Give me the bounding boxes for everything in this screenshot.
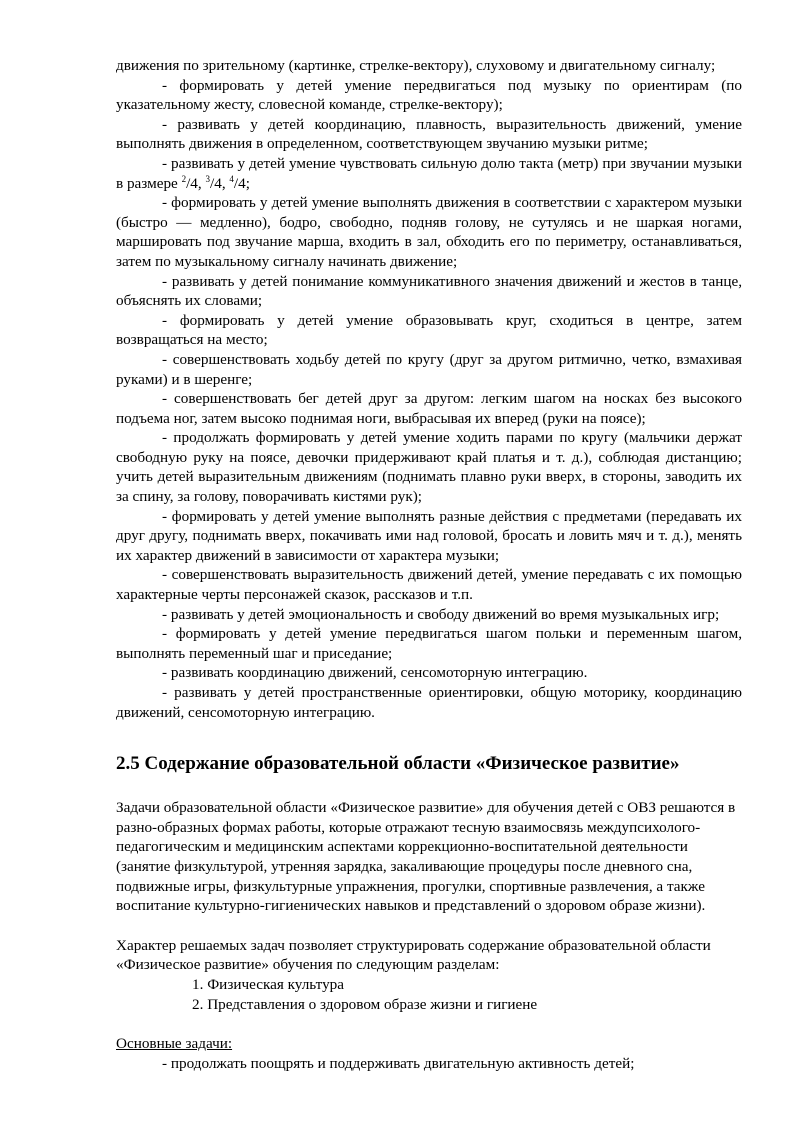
paragraph: - развивать у детей понимание коммуникативного значения движений и жестов в танце, объяснять их словами;: [116, 272, 742, 310]
paragraph: - развивать координацию движений, сенсомоторную интеграцию.: [162, 664, 588, 682]
underlined-label: Основные задачи:: [116, 1035, 233, 1053]
meter-numerator: 2: [181, 173, 187, 184]
paragraph: - совершенствовать выразительность движений детей, умение передавать с их помощью характерные черты персонажей сказок, рассказов и т.п.: [116, 566, 742, 604]
paragraph: - формировать у детей умение передвигаться шагом польки и переменным шагом, выполнять переменный шаг и приседание;: [116, 625, 742, 662]
meter-text: - развивать у детей умение чувствовать сильную долю такта (метр) при звучании музыки в размере: [116, 154, 742, 192]
basic-task-item: - продолжать поощрять и поддерживать двигательную активность детей;: [162, 1054, 635, 1072]
meter-denominator: /4,: [210, 174, 230, 192]
paragraph: - развивать у детей эмоциональность и свободу движений во время музыкальных игр;: [162, 605, 720, 623]
meter-numerator: 3: [205, 173, 210, 184]
paragraph: - формировать у детей умение образовывать круг, сходиться в центре, затем возвращаться на место;: [116, 311, 742, 349]
spacer: [116, 916, 742, 936]
list-item: 2. Представления о здоровом образе жизни и гигиене: [192, 995, 538, 1013]
meter-denominator: /4,: [186, 174, 206, 192]
section-heading: 2.5 Содержание образовательной области «Физическое развитие»: [116, 753, 680, 775]
paragraph: - формировать у детей умение передвигаться под музыку по ориентирам (по указательному жесту, словесной команде, стрелке-вектору);: [116, 76, 742, 114]
meter-numerator: 4: [229, 173, 234, 184]
paragraph: - формировать у детей умение выполнять движения в соответствии с характером музыки (быстро — медленно), бодро, свободно, подняв голову, не сутулясь и не шаркая ногами, маршировать под звучание марша, входить в зал, обходить его по периметру, останавливаться, затем по музыкальному сигналу начинать движение;: [116, 194, 742, 270]
paragraph: - развивать у детей пространственные ориентировки, общую моторику, координацию движений, сенсомоторную интеграцию.: [116, 684, 742, 721]
paragraph: - совершенствовать ходьбу детей по кругу (друг за другом ритмично, четко, взмахивая руками) и в шеренге;: [116, 350, 742, 388]
spacer: [116, 1014, 742, 1034]
intro-paragraph: Задачи образовательной области «Физическое развитие» для обучения детей с ОВЗ решаются в разно-образных формах работы, которые отражают тесную взаимосвязь междупсихолого-педагогическим и медицинским аспектами коррекционно-воспитательной деятельности (занятие физкультурой, утренняя зарядка, закаливающие процедуры после дневного сна, подвижные игры, физкультурные упражнения, прогулки, спортивные развлечения, а также воспитание культурно-гигиенических навыков и представлений о здоровом образе жизни).: [116, 799, 736, 915]
basic-tasks-label: [116, 1034, 742, 1054]
document-page: [116, 56, 742, 1073]
structure-paragraph: Характер решаемых задач позволяет структурировать содержание образовательной области «Физическое развитие» обучения по следующим разделам:: [116, 936, 711, 974]
paragraph: движения по зрительному (картинке, стрелке-вектору), слуховому и двигательному сигналу;: [116, 57, 716, 74]
meter-paragraph: [116, 154, 742, 193]
list-item: 1. Физическая культура: [192, 975, 344, 993]
paragraph: - продолжать формировать у детей умение ходить парами по кругу (мальчики держат свободную руку на поясе, девочки придерживают край платья и т. д.), соблюдая дистанцию; учить детей выразительным движениям (поднимать плавно руки вверх, в стороны, заводить их за спину, за голову, поворачивать кистями рук);: [116, 429, 742, 506]
sections-list: [116, 975, 742, 1014]
paragraph: - формировать у детей умение выполнять разные действия с предметами (передавать их друг другу, поднимать вверх, покачивать ими над головой, бросать и ловить мяч и т. д.), менять их характер движений в зависимости от характера музыки;: [116, 507, 742, 564]
meter-denominator: /4;: [233, 174, 250, 192]
paragraph: - совершенствовать бег детей друг за другом: легким шагом на носках без высокого подъема ног, затем высоко поднимая ноги, выбрасывая их вперед (руки на поясе);: [116, 390, 742, 427]
paragraph: - развивать у детей координацию, плавность, выразительность движений, умение выполнять движения в определенном, соответствующем звучанию музыки ритме;: [116, 115, 742, 153]
